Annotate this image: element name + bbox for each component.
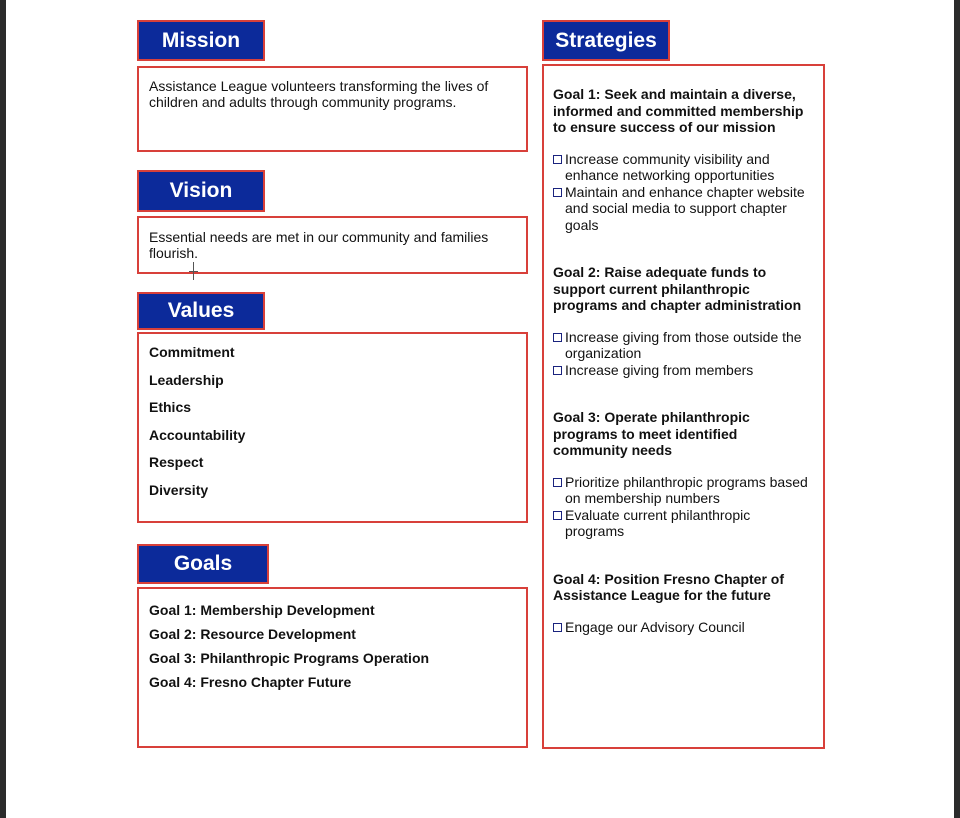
strategy-goal-title: Goal 1: Seek and maintain a diverse, informed and committed membership to ensure success of our mission [553,86,804,135]
vision-heading-text: Vision [169,179,233,202]
text-cursor-icon [193,262,194,280]
vision-box [137,216,528,274]
mission-heading-text: Mission [161,28,241,52]
strategy-bullet [553,362,813,379]
vision-text: Essential needs are met in our community and families flourish. [149,229,489,261]
goal-item: Goal 1: Membership Development [149,602,375,618]
strategy-bullet-list [553,474,813,540]
strategy-bullet [553,474,813,507]
strategy-bullet-list [553,329,813,379]
strategy-bullet-text: Engage our Advisory Council [565,618,745,635]
strategies-box [542,64,825,749]
strategies-content [544,66,823,635]
strategy-goal-title: Goal 2: Raise adequate funds to support current philanthropic programs and chapter administration [553,264,802,313]
strategy-bullet-text: Increase giving from those outside the organization [565,328,802,361]
checkbox-bullet-icon [553,155,562,164]
mission-heading [137,20,265,61]
goal-item: Goal 4: Fresno Chapter Future [149,674,352,690]
value-item: Diversity [149,481,209,498]
strategy-bullet-text: Increase community visibility and enhance networking opportunities [565,150,775,183]
checkbox-bullet-icon [553,188,562,197]
strategy-goal-title: Goal 4: Position Fresno Chapter of Assistance League for the future [553,570,785,603]
strategies-heading [542,20,670,61]
values-heading [137,292,265,330]
checkbox-bullet-icon [553,623,562,632]
mission-box [137,66,528,152]
strategy-bullet [553,329,813,362]
strategy-bullet [553,151,813,184]
vision-heading [137,170,265,212]
strategy-bullet [553,184,813,234]
checkbox-bullet-icon [553,366,562,375]
strategy-bullet-text: Prioritize philanthropic programs based on membership numbers [565,473,808,506]
checkbox-bullet-icon [553,511,562,520]
value-item: Accountability [149,426,246,443]
document-page [6,0,954,818]
goal-item: Goal 2: Resource Development [149,626,356,642]
strategy-bullet [553,619,813,636]
value-item: Leadership [149,371,224,388]
goals-heading-text: Goals [173,552,233,575]
goals-list [139,589,526,690]
strategy-bullet-text: Increase giving from members [565,361,754,378]
goal-item: Goal 3: Philanthropic Programs Operation [149,650,430,666]
strategy-bullet-text: Maintain and enhance chapter website and social media to support chapter goals [565,183,805,233]
value-item: Ethics [149,399,192,415]
value-item: Commitment [149,344,235,360]
value-item: Respect [149,454,204,470]
goals-heading [137,544,269,584]
values-box [137,332,528,523]
strategy-bullet-list [553,619,813,636]
values-list [139,334,526,498]
checkbox-bullet-icon [553,478,562,487]
checkbox-bullet-icon [553,333,562,342]
strategy-bullet [553,507,813,540]
values-heading-text: Values [167,299,235,322]
strategy-bullet-list [553,151,813,234]
goals-box [137,587,528,748]
strategy-goal-title: Goal 3: Operate philanthropic programs to meet identified community needs [553,409,750,458]
mission-text: Assistance League volunteers transforming the lives of children and adults through community programs. [149,78,489,110]
strategy-bullet-text: Evaluate current philanthropic programs [565,506,751,539]
strategies-heading-text: Strategies [555,28,657,52]
